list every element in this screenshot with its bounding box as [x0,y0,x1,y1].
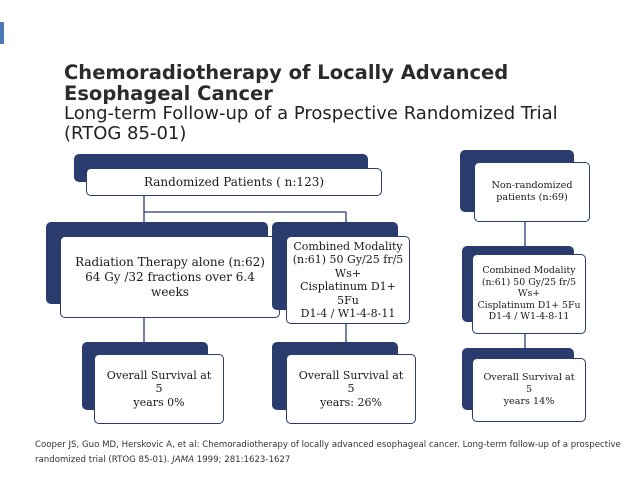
rt-alone-line-1: Radiation Therapy alone (n:62) [75,254,265,269]
title-line-2: Esophageal Cancer [64,82,273,105]
survival-rt-box [94,354,224,424]
nonrand-combined-line-2: (n:61) 50 Gy/25 fr/5 [481,276,577,288]
survival-combined-line-2: years: 26% [320,395,382,409]
nonrand-line-1: Non-randomized [491,180,573,191]
nonrand-combined-line-4: Cisplatinum D1+ 5Fu [477,299,581,311]
subtitle-line-2: (RTOG 85-01) [64,122,187,144]
nonrand-combined-line-5: D1-4 / W1-4-8-11 [488,311,570,323]
citation-part-1: Cooper JS, Guo MD, Herskovic A, et al: Chemoradiotherapy of locally advanced esophageal cancer. Long-term follow-up of a prospective [35,440,621,450]
nonrand-combined-modality-box [472,254,586,334]
nonrand-line-2: patients (n:69) [496,192,568,203]
nonrand-survival-line-1: Overall Survival at 5 [483,372,575,395]
rt-alone-line-3: weeks [151,284,189,299]
radiation-therapy-alone-box [60,236,280,318]
combined-line-2: (n:61) 50 Gy/25 fr/5 [292,253,404,266]
survival-rt-line-1: Overall Survival at 5 [106,368,212,396]
combined-modality-box [286,236,410,324]
citation-part-3: 1999; 281:1623-1627 [194,455,291,465]
title-line-1: Chemoradiotherapy of Locally Advanced [64,61,509,84]
survival-combined-box [286,354,416,424]
citation-journal: JAMA [172,455,194,465]
combined-line-3: Ws+ [334,266,362,280]
nonrand-survival-box [472,358,586,422]
rt-alone-line-2: 64 Gy /32 fractions over 6.4 [85,269,255,284]
subtitle-line-1: Long-term Follow-up of a Prospective Randomized Trial [64,103,558,124]
citation-part-2: randomized trial (RTOG 85-01). [35,455,173,465]
combined-line-4: Cisplatinum D1+ 5Fu [300,280,396,307]
survival-combined-line-1: Overall Survival at 5 [298,368,404,396]
randomized-patients-box [86,168,382,196]
citation [35,438,625,468]
non-randomized-box [474,162,590,222]
survival-rt-line-2: years 0% [133,395,185,409]
nonrand-survival-line-2: years 14% [503,396,555,407]
nonrand-combined-line-3: Ws+ [517,288,541,300]
randomized-patients-label: Randomized Patients ( n:123) [143,174,325,189]
combined-line-1: Combined Modality [293,239,403,253]
combined-line-5: D1-4 / W1-4-8-11 [300,307,396,320]
nonrand-combined-line-1: Combined Modality [482,265,576,277]
